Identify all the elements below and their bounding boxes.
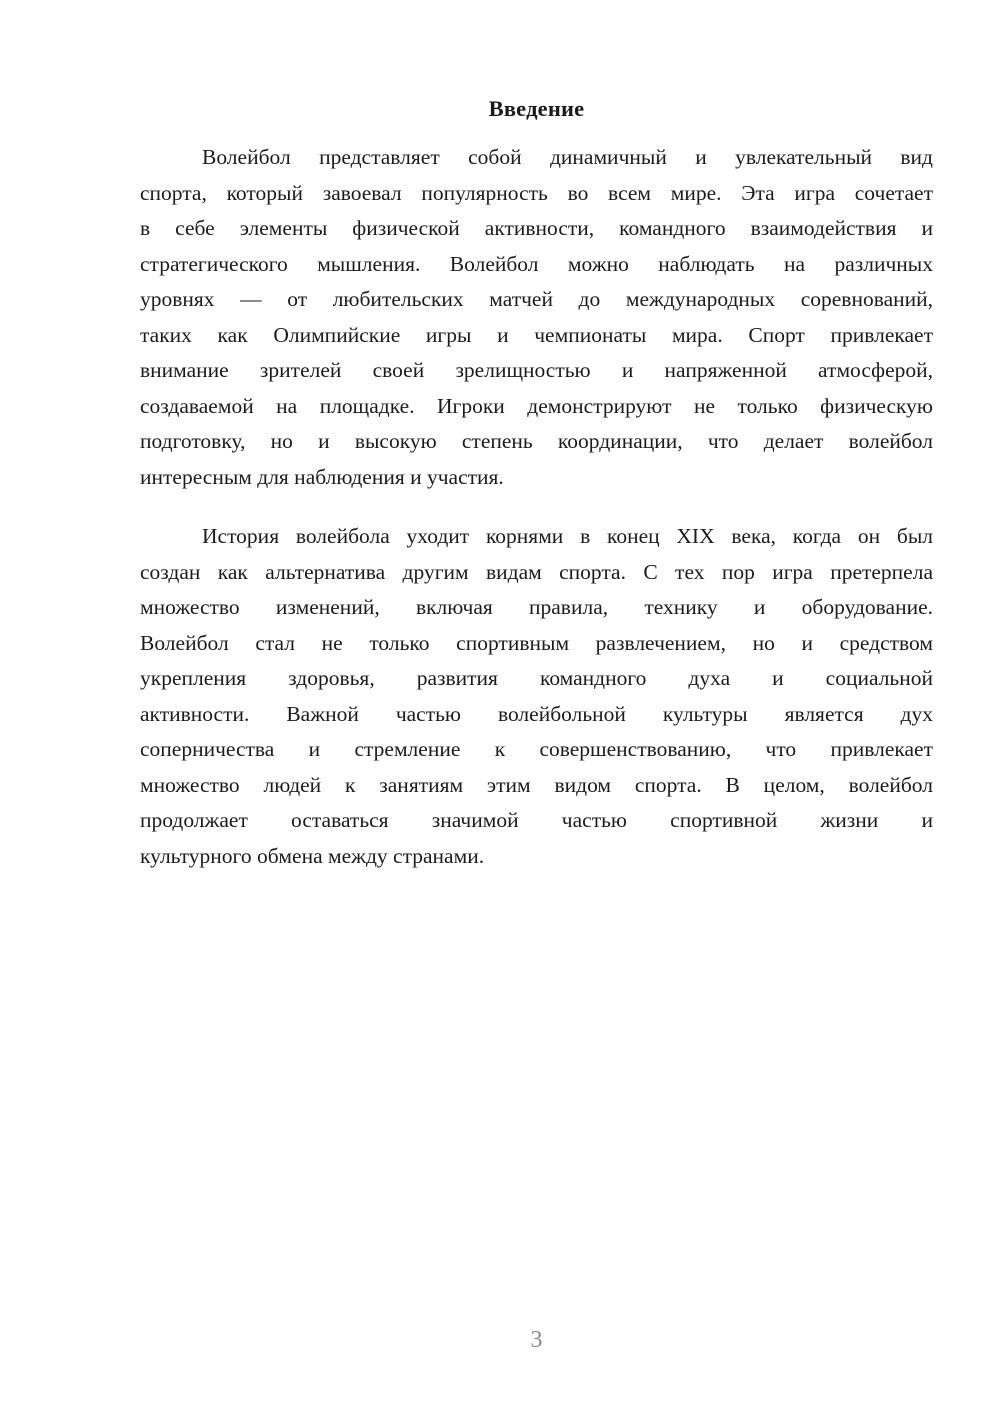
text-block — [140, 0, 933, 874]
intro-paragraph-2 — [140, 519, 933, 874]
text-line: таких как Олимпийские игры и чемпионаты мира. Спорт привлекает — [140, 322, 933, 347]
text-line: в себе элементы физической активности, командного взаимодействия и — [140, 216, 933, 240]
section-heading: Введение — [488, 96, 585, 121]
text-line: укрепления здоровья, развития командного духа и социальной — [140, 666, 933, 690]
text-line: спорта, который завоевал популярность во всем мире. Эта игра сочетает — [140, 180, 933, 205]
text-line: История волейбола уходит корнями в конец XIX века, когда он был — [202, 524, 933, 548]
text-line: уровнях — от любительских матчей до международных соревнований, — [140, 287, 933, 311]
text-line: внимание зрителей своей зрелищностью и напряженной атмосферой, — [140, 358, 933, 382]
text-line: множество изменений, включая правила, технику и оборудование. — [140, 595, 933, 619]
text-line: Волейбол представляет собой динамичный и увлекательный вид — [202, 145, 933, 169]
text-line: соперничества и стремление к совершенствованию, что привлекает — [140, 737, 933, 761]
text-line: интересным для наблюдения и участия. — [140, 464, 504, 489]
text-line: подготовку, но и высокую степень координации, что делает волейбол — [140, 429, 933, 453]
text-line: создан как альтернатива другим видам спорта. С тех пор игра претерпела — [140, 559, 933, 584]
text-line: культурного обмена между странами. — [140, 843, 485, 868]
text-line: множество людей к занятиям этим видом спорта. В целом, волейбол — [140, 772, 933, 797]
intro-paragraph-1 — [140, 140, 933, 495]
page-number: 3 — [530, 1327, 543, 1353]
text-line: активности. Важной частью волейбольной культуры является дух — [140, 701, 933, 726]
text-line: стратегического мышления. Волейбол можно наблюдать на различных — [140, 251, 933, 276]
text-line: продолжает оставаться значимой частью спортивной жизни и — [140, 808, 933, 832]
text-line: создаваемой на площадке. Игроки демонстрируют не только физическую — [140, 393, 933, 418]
text-line: Волейбол стал не только спортивным развлечением, но и средством — [140, 630, 933, 655]
